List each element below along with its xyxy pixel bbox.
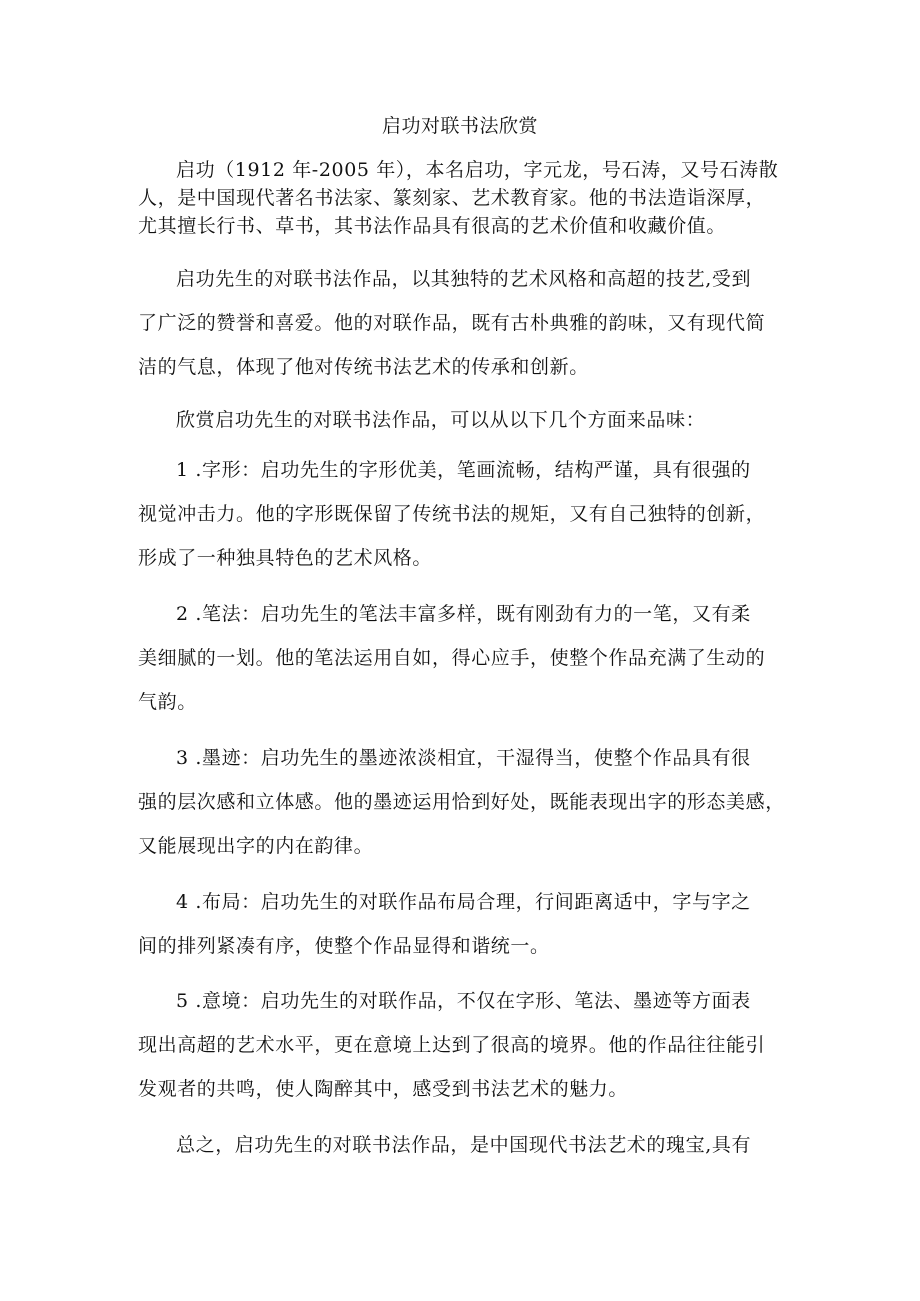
list-item-glyph-form xyxy=(138,448,784,580)
paragraph-line: 2 .笔法：启功先生的笔法丰富多样，既有刚劲有力的一笔，又有柔 xyxy=(176,603,751,625)
paragraph-line: 启功先生的对联书法作品，以其独特的艺术风格和高超的技艺,受到 xyxy=(176,268,752,290)
paragraph-line: 洁的气息，体现了他对传统书法艺术的传承和创新。 xyxy=(138,356,589,378)
list-item-brushwork xyxy=(138,592,784,724)
paragraph-line: 尤其擅长行书、草书，其书法作品具有很高的艺术价值和收藏价值。 xyxy=(138,215,727,237)
paragraph-line: 总之，启功先生的对联书法作品，是中国现代书法艺术的瑰宝,具有 xyxy=(176,1134,752,1156)
paragraph-line: 美细腻的一划。他的笔法运用自如，得心应手，使整个作品充满了生动的 xyxy=(138,647,766,669)
paragraph-line: 启功（1912 年-2005 年），本名启功，字元龙，号石涛，又号石涛散 xyxy=(176,159,779,181)
list-item-layout xyxy=(138,880,784,968)
paragraph-line: 人，是中国现代著名书法家、篆刻家、艺术教育家。他的书法造诣深厚， xyxy=(138,187,766,209)
paragraph-conclusion xyxy=(138,1123,784,1167)
paragraph-line: 气韵。 xyxy=(138,691,197,713)
paragraph-line: 4 .布局：启功先生的对联作品布局合理，行间距离适中，字与字之 xyxy=(176,891,751,913)
paragraph-line: 1 .字形：启功先生的字形优美，笔画流畅，结构严谨，具有很强的 xyxy=(176,459,751,481)
list-item-artistic-conception xyxy=(138,979,784,1111)
paragraph-line: 又能展现出字的内在韵律。 xyxy=(138,835,374,857)
paragraph-line: 发观者的共鸣，使人陶醉其中，感受到书法艺术的魅力。 xyxy=(138,1078,629,1100)
list-item-ink xyxy=(138,736,784,868)
paragraph-line: 现出高超的艺术水平，更在意境上达到了很高的境界。他的作品往往能引 xyxy=(138,1034,766,1056)
paragraph-line: 了广泛的赞誉和喜爱。他的对联作品，既有古朴典雅的韵味，又有现代简 xyxy=(138,312,766,334)
paragraph-line: 欣赏启功先生的对联书法作品，可以从以下几个方面来品味： xyxy=(176,409,706,431)
paragraph-line: 3 .墨迹：启功先生的墨迹浓淡相宜，干湿得当，使整个作品具有很 xyxy=(176,747,751,769)
paragraph-intro xyxy=(138,156,784,240)
paragraph-line: 强的层次感和立体感。他的墨迹运用恰到好处，既能表现出字的形态美感， xyxy=(138,791,785,813)
paragraph-line: 间的排列紧凑有序，使整个作品显得和谐统一。 xyxy=(138,935,550,957)
document-title: 启功对联书法欣赏 xyxy=(381,115,538,137)
paragraph-line: 视觉冲击力。他的字形既保留了传统书法的规矩，又有自己独特的创新， xyxy=(138,503,766,525)
paragraph-appreciation-intro xyxy=(138,398,784,442)
paragraph-line: 5 .意境：启功先生的对联作品，不仅在字形、笔法、墨迹等方面表 xyxy=(176,990,751,1012)
paragraph-works xyxy=(138,257,784,389)
paragraph-line: 形成了一种独具特色的艺术风格。 xyxy=(138,547,433,569)
